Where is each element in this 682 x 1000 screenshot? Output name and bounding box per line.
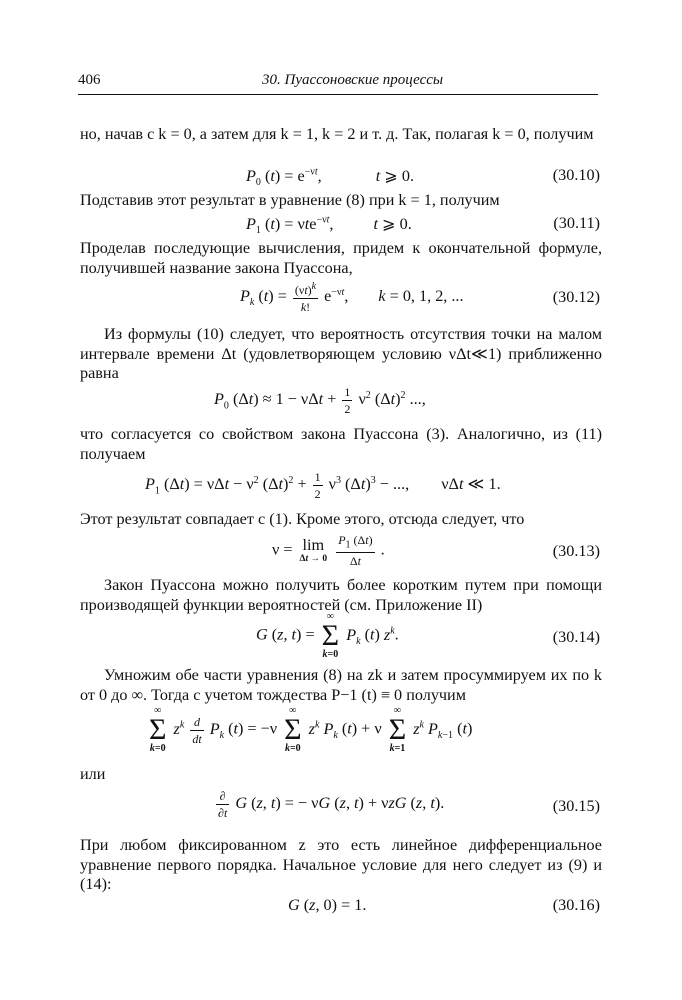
paragraph-9: или xyxy=(80,765,106,783)
equation-30-15: $\frac{\partial}{\partial t}$ G (z, t) = − νG (z, t) + νzG (z, t). xyxy=(218,789,445,820)
equation-number: (30.12) xyxy=(552,288,600,306)
equation-number: (30.15) xyxy=(552,797,600,815)
equation-30-11: $P_1$ (t) = νte$^{-\nu t}$, t ⩾ 0. xyxy=(246,214,412,237)
paragraph-8: Умножим обе части уравнения (8) на zk и затем просуммируем их по k от 0 до ∞. Тогда с учетом тождества P−1 (t) ≡ 0 получим xyxy=(80,666,602,704)
page-number: 406 xyxy=(78,72,101,88)
paragraph-3: Проделав последующие вычисления, придем к окончательной формуле, получившей название закона Пуассона, xyxy=(80,239,602,277)
equation-number: (30.16) xyxy=(552,896,600,914)
equation-30-16: G (z, 0) = 1. xyxy=(288,896,367,914)
paragraph-5: что согласуется со свойством закона Пуассона (3). Аналогично, из (11) получаем xyxy=(80,425,602,463)
paragraph-2: Подставив этот результат в уравнение (8) при k = 1, получим xyxy=(80,191,500,209)
equation-number: (30.10) xyxy=(552,166,600,184)
paragraph-10: При любом фиксированном z это есть линейное дифференциальное уравнение первого порядка. Начальное условие для него следует из (9) и (14): xyxy=(80,836,602,893)
paragraph-4: Из формулы (10) следует, что вероятность отсутствия точки на малом интервале времени Δt (удовлетворяющем условию νΔt≪1) приближенно равна xyxy=(80,325,602,382)
equation-number: (30.14) xyxy=(552,628,600,646)
equation-30-14: G (z, t) = ∞ Σ k=0 $P_k$ (t) $z^k$. xyxy=(256,611,399,660)
paragraph-7: Закон Пуассона можно получить более коротким путем при помощи производящей функции вероятностей (см. Приложение II) xyxy=(80,576,602,614)
paragraph-6: Этот результат совпадает с (1). Кроме этого, отсюда следует, что xyxy=(80,510,525,528)
equation-30-13: ν = lim Δt → 0 $\frac{P_1 (\Delta t)}{\Delta t}$ . xyxy=(272,533,385,569)
equation-p0-approx: $P_0$ (Δt) ≈ 1 − νΔt + $\frac{1}{2}$ $\nu^2$ $(\Delta t)^2$ ..., xyxy=(214,385,426,416)
equation-30-12: $P_k$ (t) = $\frac{(\nu t)^k}{k!}$ $e^{-\nu t}$, k = 0, 1, 2, ... xyxy=(240,281,464,314)
equation-p1-expansion: $P_1$ $(\Delta t) = \nu\Delta t - \nu^2$ $(\Delta t)^2$ + $\frac{1}{2}$ $\nu^3$ $(\Delta t)^3$ − ..., νΔt ≪ 1. xyxy=(145,470,501,501)
equation-30-10: $P_0$ $(t) = e^{-\nu t}$, t ⩾ 0. xyxy=(246,166,414,189)
equation-generating-sum: ∞ Σ k=0 $z^k$ $\frac{d}{dt}$ $P_k$ (t) = −ν ∞ Σ k=0 $z^k$ $P_k$ (t) + ν ∞ Σ k=1 $z^k$ $P_{k-1}$ (t) xyxy=(149,705,473,754)
equation-number: (30.13) xyxy=(552,542,600,560)
header-rule xyxy=(78,94,598,95)
equation-number: (30.11) xyxy=(553,214,600,232)
running-title: 30. Пуассоновские процессы xyxy=(262,72,444,88)
paragraph-1: но, начав с k = 0, а затем для k = 1, k = 2 и т. д. Так, полагая k = 0, получим xyxy=(80,125,594,143)
